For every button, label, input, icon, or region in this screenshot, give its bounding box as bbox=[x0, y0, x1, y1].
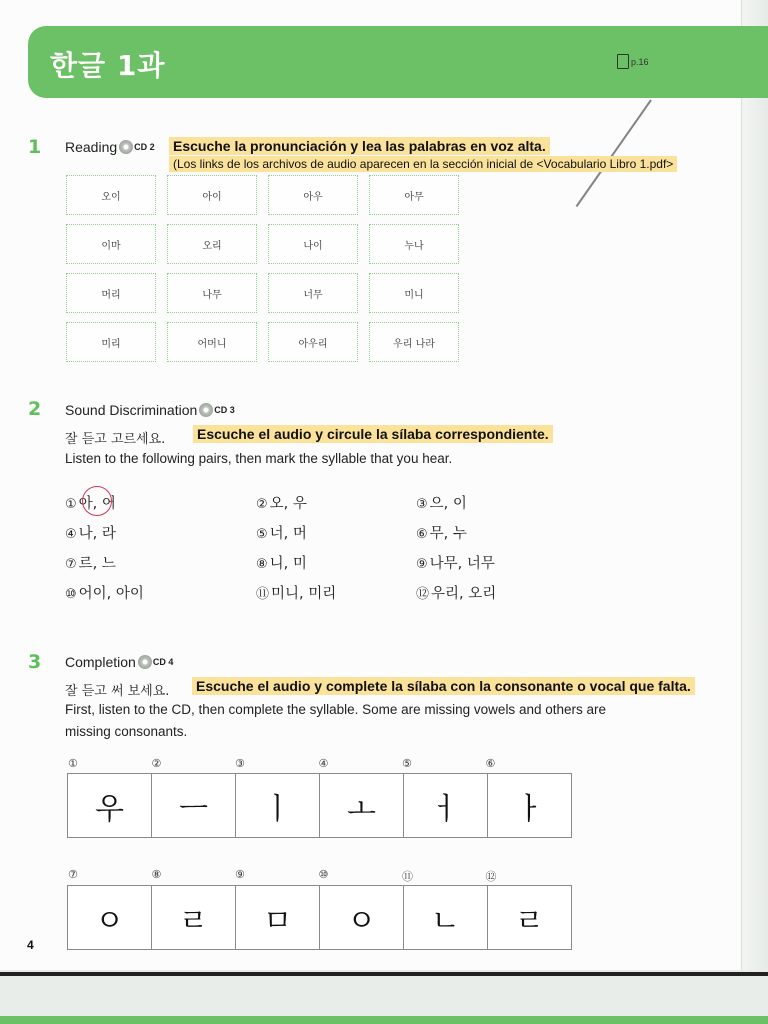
pair-item[interactable] bbox=[65, 522, 116, 543]
pair-number: ⑤ bbox=[256, 527, 268, 542]
pair-text: 우리, 오리 bbox=[431, 586, 497, 602]
next-page-green-band bbox=[0, 1016, 768, 1024]
completion-cell[interactable]: ㅡ bbox=[151, 773, 236, 838]
lesson-title: 한글 1과 bbox=[50, 49, 166, 82]
cell-number: ⑨ bbox=[235, 868, 245, 881]
completion-cell[interactable]: ㅇ bbox=[67, 885, 152, 950]
pair-item[interactable] bbox=[256, 492, 307, 513]
word-box: 아이 bbox=[167, 175, 257, 215]
pen-stroke bbox=[576, 99, 652, 207]
completion-cell[interactable]: ㅇ bbox=[319, 885, 404, 950]
section-1-title bbox=[65, 139, 155, 155]
section-3-title-label: Completion bbox=[65, 654, 136, 670]
pair-item[interactable] bbox=[416, 492, 467, 513]
section-1-title-label: Reading bbox=[65, 139, 118, 155]
completion-cell[interactable]: ㅏ bbox=[487, 773, 572, 838]
section-1-audio-note: (Los links de los archivos de audio aparecen en la sección inicial de <Vocabulario Libro 1.pdf> bbox=[169, 156, 677, 172]
pair-number: ⑫ bbox=[416, 587, 430, 602]
pair-text: 으, 이 bbox=[429, 496, 467, 512]
pair-item[interactable] bbox=[416, 522, 467, 543]
completion-cell[interactable]: ㄹ bbox=[487, 885, 572, 950]
section-3-title bbox=[65, 654, 173, 670]
pair-item[interactable] bbox=[416, 582, 496, 603]
word-box: 아우리 bbox=[268, 322, 358, 362]
pair-item[interactable] bbox=[256, 582, 336, 603]
pair-number: ② bbox=[256, 497, 268, 512]
section-1-instruction-es: Escuche la pronunciación y lea las palabras en voz alta. bbox=[169, 137, 550, 155]
page-reference-label: p.16 bbox=[631, 56, 649, 67]
word-box: 미니 bbox=[369, 273, 459, 313]
word-box: 아무 bbox=[369, 175, 459, 215]
cell-number: ⑧ bbox=[151, 868, 162, 881]
cell-number: ① bbox=[68, 757, 78, 770]
cd-label: CD 3 bbox=[214, 405, 235, 415]
cell-number: ⑦ bbox=[68, 868, 78, 881]
cd-label: CD 2 bbox=[134, 142, 155, 152]
cell-number: ⑪ bbox=[402, 870, 413, 883]
completion-cell[interactable]: ㅁ bbox=[235, 885, 320, 950]
pair-text: 르, 느 bbox=[78, 556, 116, 572]
cd-3-badge bbox=[199, 403, 235, 417]
cell-number: ⑩ bbox=[318, 868, 329, 881]
cell-number: ③ bbox=[235, 757, 245, 770]
section-2-instruction-kr: 잘 듣고 고르세요. bbox=[65, 432, 166, 447]
word-box: 머리 bbox=[66, 273, 156, 313]
completion-grid-1 bbox=[67, 773, 572, 838]
completion-cell[interactable]: ㄴ bbox=[403, 885, 488, 950]
pair-text: 오, 우 bbox=[269, 496, 307, 512]
pair-item[interactable] bbox=[256, 522, 307, 543]
word-box: 너무 bbox=[268, 273, 358, 313]
completion-grid-2 bbox=[67, 885, 572, 950]
pair-text: 니, 미 bbox=[269, 556, 307, 572]
word-box: 아우 bbox=[268, 175, 358, 215]
cd-icon bbox=[138, 655, 152, 669]
word-box: 오이 bbox=[66, 175, 156, 215]
cell-number: ⑤ bbox=[402, 757, 412, 770]
pair-number: ① bbox=[65, 497, 77, 512]
section-3-instruction-en-2: missing consonants. bbox=[65, 724, 188, 739]
pair-text: 나무, 너무 bbox=[429, 556, 495, 572]
book-icon bbox=[617, 54, 629, 69]
pair-number: ⑦ bbox=[65, 557, 77, 572]
word-box: 어머니 bbox=[167, 322, 257, 362]
section-2-number: 2 bbox=[28, 398, 42, 420]
pair-item[interactable] bbox=[65, 552, 116, 573]
section-2-title-label: Sound Discrimination bbox=[65, 402, 198, 418]
pair-item[interactable] bbox=[416, 552, 495, 573]
word-box: 누나 bbox=[369, 224, 459, 264]
section-3-instruction-kr: 잘 듣고 써 보세요. bbox=[65, 684, 170, 699]
completion-cell[interactable]: 우 bbox=[67, 773, 152, 838]
completion-cell[interactable]: ㅗ bbox=[319, 773, 404, 838]
section-2-instruction-es: Escuche el audio y circule la sílaba correspondiente. bbox=[193, 425, 553, 443]
word-box: 미리 bbox=[66, 322, 156, 362]
cell-number: ⑫ bbox=[485, 870, 497, 883]
completion-cell[interactable]: ㄹ bbox=[151, 885, 236, 950]
pair-number: ⑧ bbox=[256, 557, 268, 572]
word-box: 우리 나라 bbox=[369, 322, 459, 362]
cell-number: ⑥ bbox=[485, 757, 496, 770]
word-box: 이마 bbox=[66, 224, 156, 264]
cd-4-badge bbox=[138, 655, 174, 669]
pair-text: 나, 라 bbox=[78, 526, 116, 542]
cell-number: ② bbox=[151, 757, 162, 770]
pair-number: ⑥ bbox=[416, 527, 428, 542]
cd-icon bbox=[199, 403, 213, 417]
pair-number: ⑩ bbox=[65, 587, 77, 602]
pair-text: 너, 머 bbox=[269, 526, 307, 542]
handwritten-circle bbox=[82, 486, 112, 516]
pair-text: 어이, 아이 bbox=[78, 586, 144, 602]
section-1-number: 1 bbox=[28, 136, 42, 158]
section-2-instruction-en: Listen to the following pairs, then mark the syllable that you hear. bbox=[65, 451, 453, 466]
pair-item[interactable] bbox=[65, 582, 144, 603]
page-reference bbox=[617, 54, 649, 69]
pair-number: ③ bbox=[416, 497, 428, 512]
pair-number: ⑪ bbox=[256, 587, 270, 602]
page-edge bbox=[741, 0, 768, 980]
cd-label: CD 4 bbox=[152, 657, 174, 667]
pair-item[interactable] bbox=[256, 552, 307, 573]
completion-cell[interactable]: ㅓ bbox=[403, 773, 488, 838]
pair-text: 미니, 미리 bbox=[271, 586, 337, 602]
section-3-instruction-es: Escuche el audio y complete la sílaba con la consonante o vocal que falta. bbox=[192, 677, 695, 695]
page-divider bbox=[0, 972, 768, 976]
cd-icon bbox=[119, 140, 133, 154]
cell-number: ④ bbox=[318, 757, 329, 770]
section-3-number: 3 bbox=[28, 651, 42, 673]
word-box: 나무 bbox=[167, 273, 257, 313]
pair-text: 아, 어 bbox=[78, 496, 116, 512]
section-2-title bbox=[65, 402, 235, 418]
pair-number: ⑨ bbox=[416, 557, 428, 572]
completion-cell[interactable]: ㅣ bbox=[235, 773, 320, 838]
word-box: 나이 bbox=[268, 224, 358, 264]
page-number: 4 bbox=[27, 938, 34, 952]
word-box: 오리 bbox=[167, 224, 257, 264]
cd-2-badge bbox=[119, 140, 155, 154]
pair-text: 무, 누 bbox=[429, 526, 467, 542]
pair-number: ④ bbox=[65, 527, 77, 542]
section-3-instruction-en-1: First, listen to the CD, then complete the syllable. Some are missing vowels and others are bbox=[65, 702, 606, 717]
